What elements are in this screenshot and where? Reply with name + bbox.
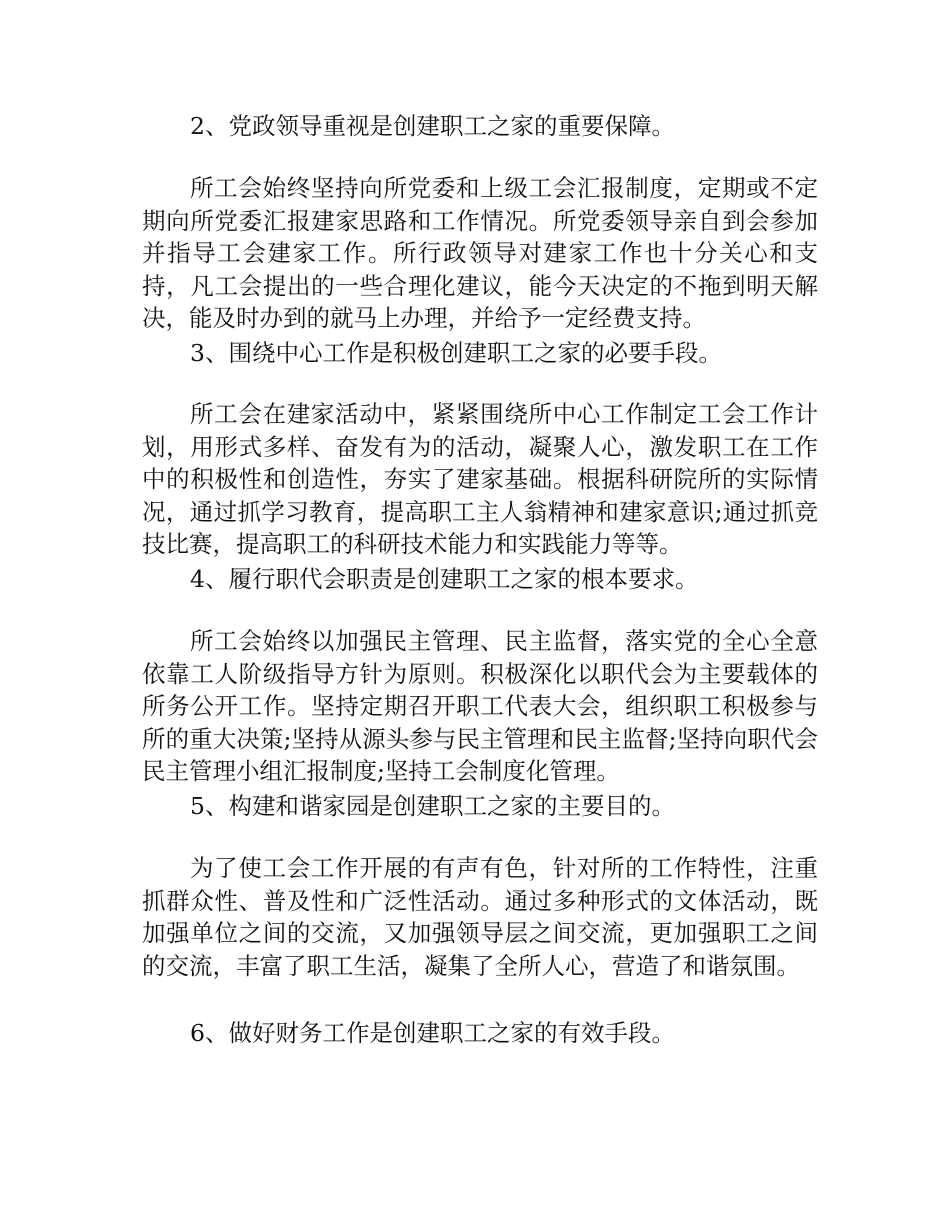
section-heading-4: 4、履行职代会职责是创建职工之家的根本要求。 bbox=[190, 565, 699, 593]
section-paragraph-5: 为了使工会工作开展的有声有色，针对所的工作特性，注重抓群众性、普及性和广泛性活动。通过多种形式的文体活动，既加强单位之间的交流，又加强领导层之间交流，更加强职工之间的交流，丰富了职工生活，凝集了全所人心，营造了和谐氛围。 bbox=[142, 854, 818, 980]
section-heading-6: 6、做好财务工作是创建职工之家的有效手段。 bbox=[190, 1019, 675, 1047]
section-heading-2: 2、党政领导重视是创建职工之家的重要保障。 bbox=[190, 112, 675, 140]
section-paragraph-2: 所工会始终坚持向所党委和上级工会汇报制度，定期或不定期向所党委汇报建家思路和工作情况。所党委领导亲自到会参加并指导工会建家工作。所行政领导对建家工作也十分关心和支持，凡工会提出的一些合理化建议，能今天决定的不拖到明天解决，能及时办到的就马上办理，并给予一定经费支持。 bbox=[142, 174, 818, 332]
section-paragraph-3: 所工会在建家活动中，紧紧围绕所中心工作制定工会工作计划，用形式多样、奋发有为的活动，凝聚人心，激发职工在工作中的积极性和创造性，夯实了建家基础。根据科研院所的实际情况，通过抓学习教育，提高职工主人翁精神和建家意识;通过抓竞技比赛，提高职工的科研技术能力和实践能力等等。 bbox=[142, 400, 818, 558]
section-heading-3: 3、围绕中心工作是积极创建职工之家的必要手段。 bbox=[190, 339, 722, 367]
section-paragraph-4: 所工会始终以加强民主管理、民主监督，落实党的全心全意依靠工人阶级指导方针为原则。积极深化以职代会为主要载体的所务公开工作。坚持定期召开职工代表大会，组织职工积极参与所的重大决策;坚持从源头参与民主管理和民主监督;坚持向职代会民主管理小组汇报制度;坚持工会制度化管理。 bbox=[142, 627, 818, 785]
section-heading-5: 5、构建和谐家园是创建职工之家的主要目的。 bbox=[190, 792, 675, 820]
